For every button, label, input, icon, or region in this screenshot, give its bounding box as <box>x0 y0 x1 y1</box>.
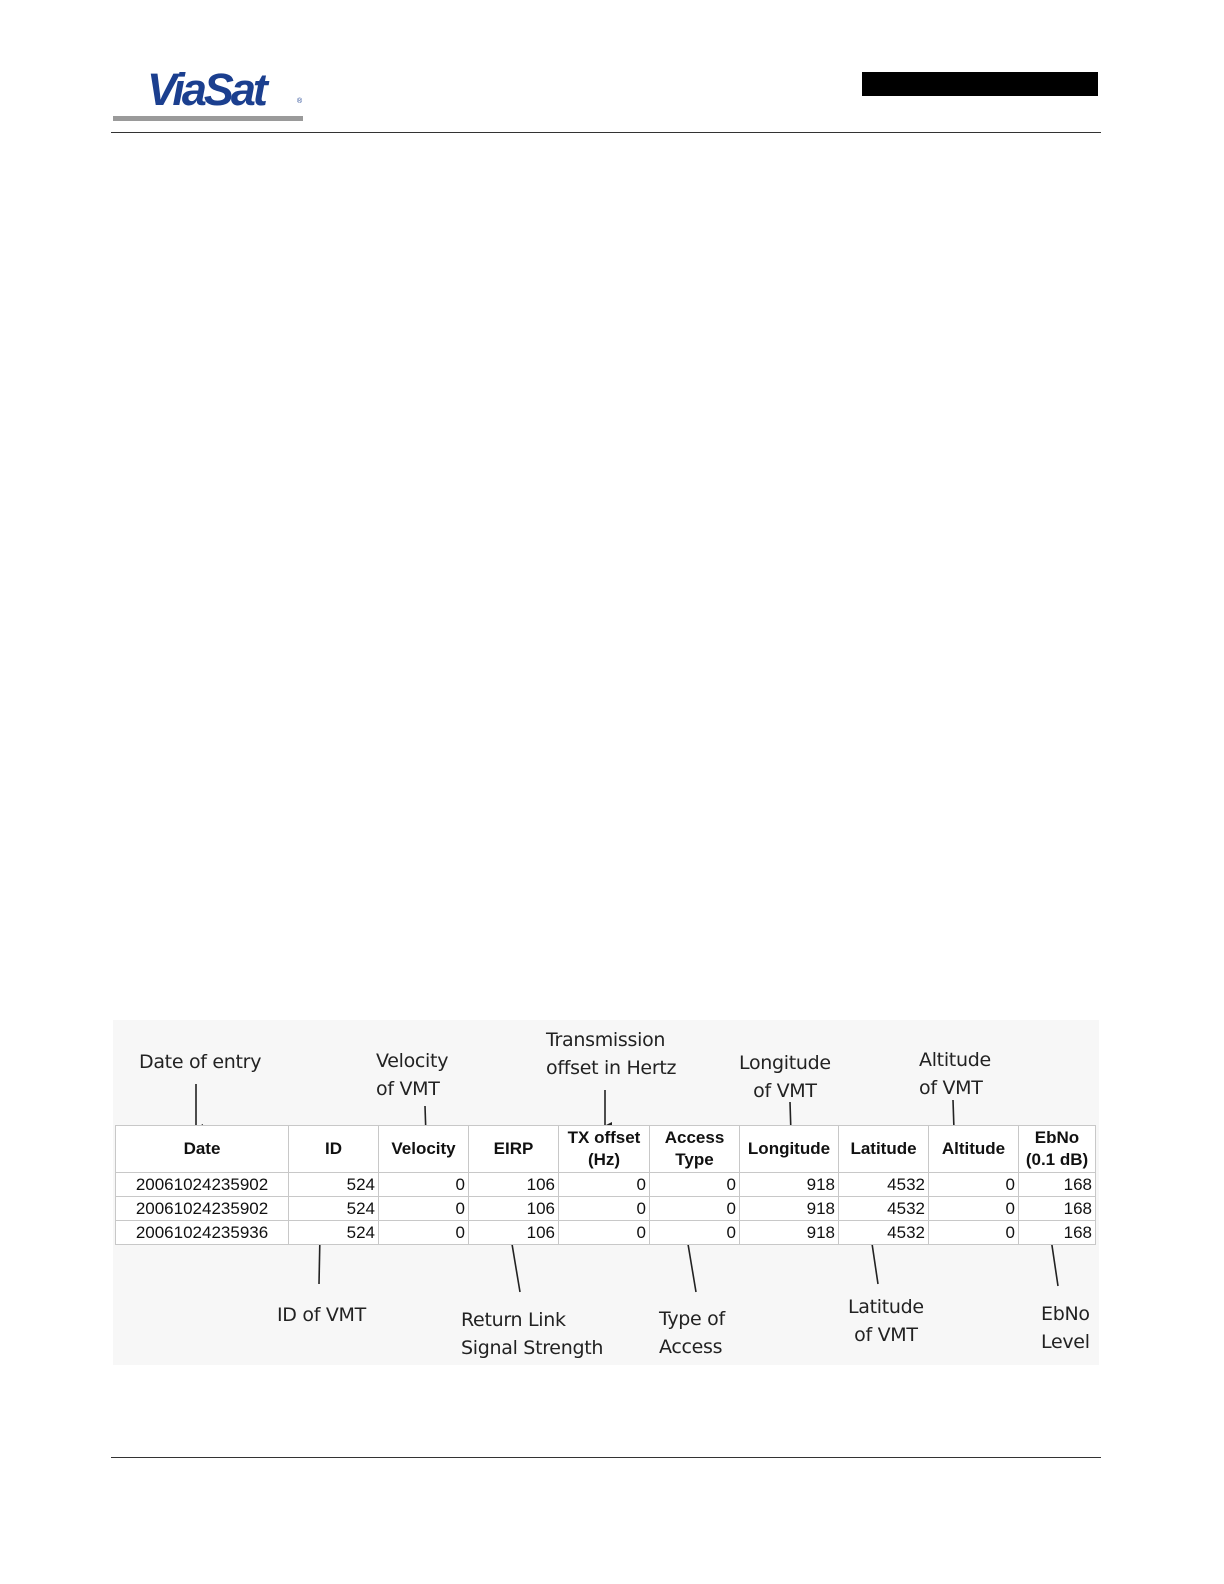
column-header-id: ID <box>289 1126 379 1173</box>
cell-latitude: 4532 <box>839 1173 929 1197</box>
cell-tx-offset: 0 <box>559 1197 650 1221</box>
table-header-row <box>116 1126 1096 1173</box>
cell-tx-offset: 0 <box>559 1173 650 1197</box>
cell-access-type: 0 <box>650 1173 740 1197</box>
column-header-eirp: EIRP <box>469 1126 559 1173</box>
annotation-id-of-vmt: ID of VMT <box>277 1304 366 1326</box>
column-header-ebno: EbNo (0.1 dB) <box>1019 1126 1096 1173</box>
table-row <box>116 1221 1096 1245</box>
cell-eirp: 106 <box>469 1197 559 1221</box>
annotation-velocity: Velocity of VMT <box>376 1050 449 1100</box>
column-header-latitude: Latitude <box>839 1126 929 1173</box>
column-header-altitude: Altitude <box>929 1126 1019 1173</box>
cell-id: 524 <box>289 1221 379 1245</box>
cell-longitude: 918 <box>740 1221 839 1245</box>
column-header-tx-offset: TX offset (Hz) <box>559 1126 650 1173</box>
cell-altitude: 0 <box>929 1197 1019 1221</box>
cell-eirp: 106 <box>469 1221 559 1245</box>
cell-tx-offset: 0 <box>559 1221 650 1245</box>
annotation-ebno-level: EbNo Level <box>1041 1303 1090 1353</box>
viasat-logo <box>113 64 305 124</box>
redaction-bar <box>862 72 1098 96</box>
cell-velocity: 0 <box>379 1221 469 1245</box>
cell-ebno: 168 <box>1019 1221 1096 1245</box>
cell-date: 20061024235902 <box>116 1173 289 1197</box>
annotation-latitude: Latitude of VMT <box>848 1296 924 1346</box>
table-row <box>116 1173 1096 1197</box>
vmt-log-table <box>115 1125 1096 1245</box>
annotation-altitude: Altitude of VMT <box>919 1049 991 1099</box>
vmt-log-figure <box>113 1020 1099 1365</box>
cell-date: 20061024235936 <box>116 1221 289 1245</box>
cell-ebno: 168 <box>1019 1173 1096 1197</box>
logo-underline-bar <box>113 116 303 121</box>
header-rule <box>111 132 1101 133</box>
cell-date: 20061024235902 <box>116 1197 289 1221</box>
column-header-access-type: Access Type <box>650 1126 740 1173</box>
footer-rule <box>111 1457 1101 1458</box>
cell-latitude: 4532 <box>839 1221 929 1245</box>
cell-altitude: 0 <box>929 1173 1019 1197</box>
column-header-longitude: Longitude <box>740 1126 839 1173</box>
cell-eirp: 106 <box>469 1173 559 1197</box>
cell-velocity: 0 <box>379 1173 469 1197</box>
cell-latitude: 4532 <box>839 1197 929 1221</box>
cell-altitude: 0 <box>929 1221 1019 1245</box>
cell-velocity: 0 <box>379 1197 469 1221</box>
arrow-access <box>687 1238 696 1292</box>
annotation-return-link: Return Link Signal Strength <box>461 1309 604 1359</box>
arrow-eirp <box>511 1238 520 1292</box>
annotation-type-of-access: Type of Access <box>659 1308 725 1358</box>
annotation-date-of-entry: Date of entry <box>139 1051 262 1073</box>
column-header-velocity: Velocity <box>379 1126 469 1173</box>
cell-longitude: 918 <box>740 1197 839 1221</box>
cell-access-type: 0 <box>650 1197 740 1221</box>
table-row <box>116 1197 1096 1221</box>
cell-id: 524 <box>289 1197 379 1221</box>
logo-registered-mark: ® <box>297 98 303 105</box>
cell-ebno: 168 <box>1019 1197 1096 1221</box>
cell-access-type: 0 <box>650 1221 740 1245</box>
cell-longitude: 918 <box>740 1173 839 1197</box>
cell-id: 524 <box>289 1173 379 1197</box>
column-header-date: Date <box>116 1126 289 1173</box>
annotation-tx-offset: Transmission offset in Hertz <box>546 1029 677 1079</box>
logo-wordmark: ViaSat <box>147 64 265 115</box>
annotation-longitude: Longitude of VMT <box>739 1052 831 1102</box>
